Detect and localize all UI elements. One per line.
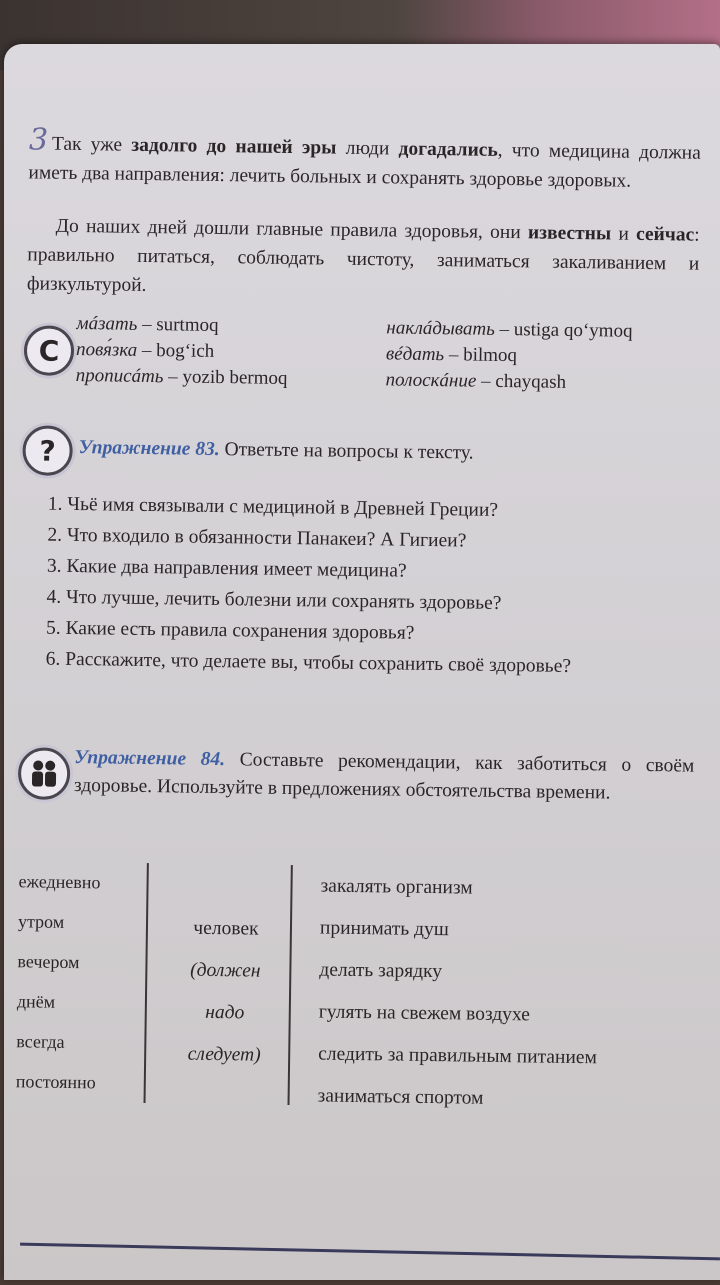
exercise-task: Составьте рекомендации, как заботиться о своём здоровье. Используйте в предложениях обстоятельства времени. bbox=[73, 749, 695, 804]
vocab-uzbek: yozib bermoq bbox=[182, 366, 288, 389]
vocab-entry: вéдать – bilmoq bbox=[385, 343, 518, 367]
vocab-russian: прописáть bbox=[75, 365, 164, 388]
question-icon: ? bbox=[22, 425, 73, 476]
question-item: 3. Какие два направления имеет медицина? bbox=[46, 555, 407, 582]
vocab-entry: полоскáние – chayqash bbox=[385, 369, 567, 393]
text-run: люди bbox=[336, 137, 399, 160]
exercise-83-title bbox=[78, 434, 698, 471]
exercise-task: Ответьте на вопросы к тексту. bbox=[224, 439, 474, 464]
vocab-russian: повя́зка bbox=[75, 339, 138, 361]
bold-run: сейчас bbox=[635, 223, 695, 246]
vocab-russian: наклáдывать bbox=[386, 317, 495, 340]
table-cell: вечером bbox=[17, 951, 80, 973]
text-run: : правильно питаться, соблюдать чистоту, заниматься закаливанием и физкультурой. bbox=[26, 224, 700, 296]
question-item: 6. Расскажите, что делаете вы, чтобы сохранить своё здоровье? bbox=[45, 648, 572, 677]
intro-paragraph-2 bbox=[27, 211, 700, 307]
vocab-uzbek: ustiga qo‘ymoq bbox=[513, 319, 633, 342]
text-run: , что медицина должна иметь два направления: лечить больных и сохранять здоровье здоровых. bbox=[28, 139, 701, 192]
table-cell: следует) bbox=[187, 1043, 261, 1066]
vocabulary-icon: C bbox=[24, 325, 75, 376]
text-run: Так уже bbox=[51, 133, 132, 156]
vocabulary-list bbox=[75, 311, 696, 398]
pair-icon bbox=[18, 747, 71, 800]
vocab-russian: полоскáние bbox=[385, 369, 477, 392]
intro-paragraph-1 bbox=[28, 122, 701, 196]
table-cell: (должен bbox=[190, 959, 261, 982]
recommendation-table bbox=[15, 861, 708, 1121]
vocab-uzbek: bog‘ich bbox=[156, 340, 215, 362]
vocab-entry: прописáть – yozib bermoq bbox=[75, 365, 288, 389]
vocab-entry: мáзать – surtmoq bbox=[76, 313, 219, 336]
table-cell: следить за правильным питанием bbox=[318, 1043, 598, 1069]
table-cell: заниматься спортом bbox=[317, 1085, 484, 1109]
vocab-russian: мáзать bbox=[76, 313, 138, 335]
vocab-entry: наклáдывать – ustiga qo‘ymoq bbox=[386, 317, 633, 342]
exercise-number: Упражнение 84. bbox=[74, 747, 226, 771]
table-cell: днём bbox=[16, 991, 56, 1012]
table-cell: надо bbox=[205, 1001, 245, 1024]
text-run: и bbox=[611, 223, 637, 245]
action-column bbox=[317, 865, 710, 1122]
question-item: 2. Что входило в обязанности Панакеи? А Гигиеи? bbox=[47, 524, 467, 552]
exercise-84-title bbox=[74, 744, 695, 809]
table-cell: принимать душ bbox=[319, 917, 449, 941]
table-cell: ежедневно bbox=[18, 871, 101, 893]
vocab-uzbek: bilmoq bbox=[463, 344, 518, 367]
question-list bbox=[21, 488, 696, 683]
question-item: 5. Какие есть правила сохранения здоровья? bbox=[45, 617, 415, 644]
question-item: 4. Что лучше, лечить болезни или сохранять здоровье? bbox=[46, 586, 502, 614]
vocab-entry: повя́зка – bog‘ich bbox=[75, 339, 215, 362]
intro-p1-run bbox=[28, 134, 701, 192]
table-cell: человек bbox=[193, 917, 259, 940]
time-adverbs-column bbox=[16, 861, 147, 1103]
bold-run: известны bbox=[527, 222, 612, 245]
table-cell: гулять на свежем воздухе bbox=[318, 1001, 531, 1026]
bold-run: задолго до нашей эры bbox=[131, 134, 337, 159]
table-cell: всегда bbox=[16, 1031, 65, 1052]
vocab-russian: вéдать bbox=[385, 343, 445, 366]
table-cell: закалять организм bbox=[320, 875, 473, 899]
margin-mark: 3 bbox=[28, 122, 49, 158]
table-divider bbox=[288, 865, 293, 1105]
exercise-number: Упражнение 83. bbox=[78, 437, 220, 461]
pair-icon-glyph bbox=[27, 758, 61, 788]
vocab-uzbek: chayqash bbox=[495, 370, 567, 393]
table-cell: утром bbox=[17, 911, 65, 932]
table-cell: делать зарядку bbox=[319, 959, 443, 983]
subject-column bbox=[164, 907, 286, 1077]
question-item: 1. Чьё имя связывали с медициной в Древней Греции? bbox=[47, 493, 499, 521]
text-run: До наших дней дошли главные правила здоровья, они bbox=[55, 215, 529, 244]
vocab-uzbek: surtmoq bbox=[156, 314, 219, 336]
table-cell: постоянно bbox=[15, 1071, 96, 1093]
bold-run: догадались bbox=[398, 138, 498, 161]
